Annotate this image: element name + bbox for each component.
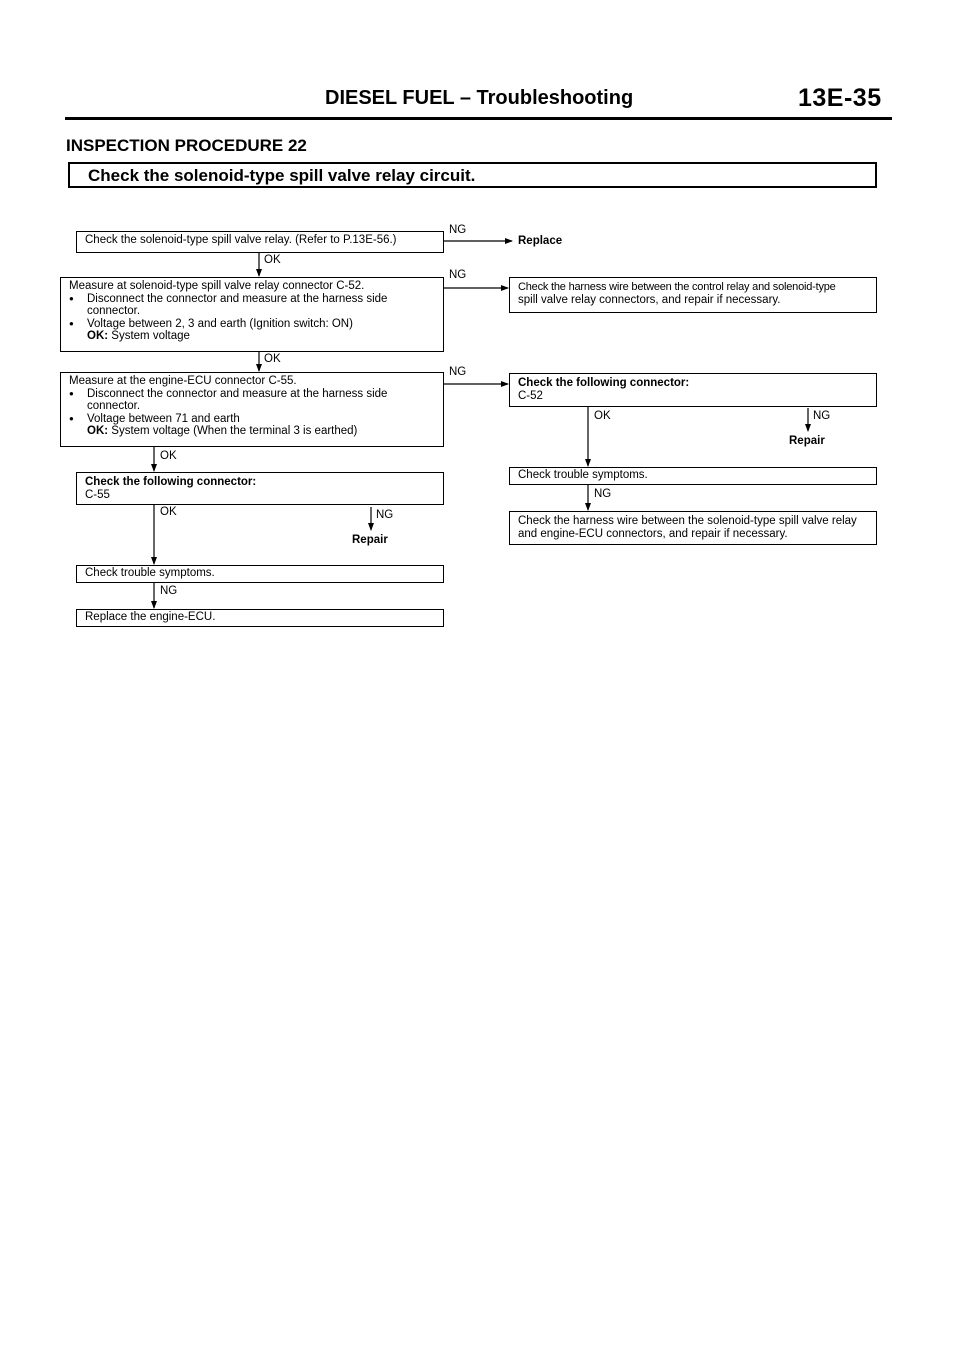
trouble-right-box (509, 467, 877, 485)
replace-label: Replace (518, 235, 563, 247)
replace-ecu-box (76, 609, 444, 627)
c52-check-title: Check the following connector: (518, 377, 690, 389)
ok-label-3: OK (160, 450, 177, 462)
ng-label-c52: NG (449, 269, 467, 281)
ecu-measure-line-1: Measure at the engine-ECU connector C-55. (69, 375, 297, 387)
c52-measure-ok-line (69, 330, 435, 343)
harness-ecu-box (509, 511, 877, 545)
c52-measure-line-4: ● Voltage between 2, 3 and earth (Ignition switch: ON) (69, 318, 435, 331)
ok-key: OK: (87, 425, 109, 437)
harness-ctrl-line-1: Check the harness wire between the control relay and solenoid-type (518, 281, 836, 293)
ok-value: System voltage (111, 330, 190, 342)
ecu-measure-box (60, 372, 444, 447)
c52-measure-box (60, 277, 444, 352)
ok-key: OK: (87, 330, 109, 342)
c55-check-box (76, 472, 444, 505)
ok-label-2: OK (264, 353, 281, 365)
repair-label-right: Repair (789, 435, 825, 447)
c52-measure-line-1: Measure at solenoid-type spill valve relay connector C-52. (69, 280, 365, 292)
ng-label-trouble-left: NG (160, 585, 178, 597)
c52-measure-line-3: connector. (87, 305, 141, 317)
ecu-measure-ok-line (69, 425, 435, 438)
trouble-left-text: Check trouble symptoms. (85, 567, 215, 579)
ecu-measure-line-4: ● Voltage between 71 and earth (69, 413, 435, 426)
replace-ecu-text: Replace the engine-ECU. (85, 611, 216, 623)
c52-measure-line-2: ● Disconnect the connector and measure at the harness side (69, 293, 435, 306)
harness-ecu-line-1: Check the harness wire between the solenoid-type spill valve relay (518, 515, 857, 527)
ng-label-ecu: NG (449, 366, 467, 378)
c55-connector: C-55 (85, 488, 110, 501)
procedure-title: INSPECTION PROCEDURE 22 (66, 136, 307, 155)
ng-label-trouble-right: NG (594, 488, 612, 500)
harness-ecu-line-2: and engine-ECU connectors, and repair if necessary. (518, 527, 788, 540)
ok-label-c55: OK (160, 506, 177, 518)
relay-check-text: Check the solenoid-type spill valve relay. (Refer to P.13E-56.) (85, 234, 397, 246)
ecu-measure-line-3: connector. (87, 400, 141, 412)
ecu-measure-line-2: ● Disconnect the connector and measure at the harness side (69, 388, 435, 401)
page-header-title: DIESEL FUEL – Troubleshooting (325, 87, 634, 109)
c55-check-title: Check the following connector: (85, 476, 257, 488)
harness-ctrl-box (509, 277, 877, 313)
relay-check-box (76, 231, 444, 253)
ok-value: System voltage (When the terminal 3 is earthed) (111, 425, 358, 437)
trouble-left-box (76, 565, 444, 583)
ng-label-c55: NG (376, 509, 394, 521)
ng-label-relay: NG (449, 224, 467, 236)
repair-label-left: Repair (352, 534, 388, 546)
c52-connector: C-52 (518, 389, 543, 402)
page-number: 13E-35 (798, 84, 882, 112)
ok-label-1: OK (264, 254, 281, 266)
trouble-right-text: Check trouble symptoms. (518, 469, 648, 481)
ok-label-c52: OK (594, 410, 611, 422)
circuit-title: Check the solenoid-type spill valve relay circuit. (88, 166, 476, 185)
ng-label-c52-check: NG (813, 410, 831, 422)
harness-ctrl-line-2: spill valve relay connectors, and repair if necessary. (518, 293, 781, 306)
c52-check-box (509, 373, 877, 407)
